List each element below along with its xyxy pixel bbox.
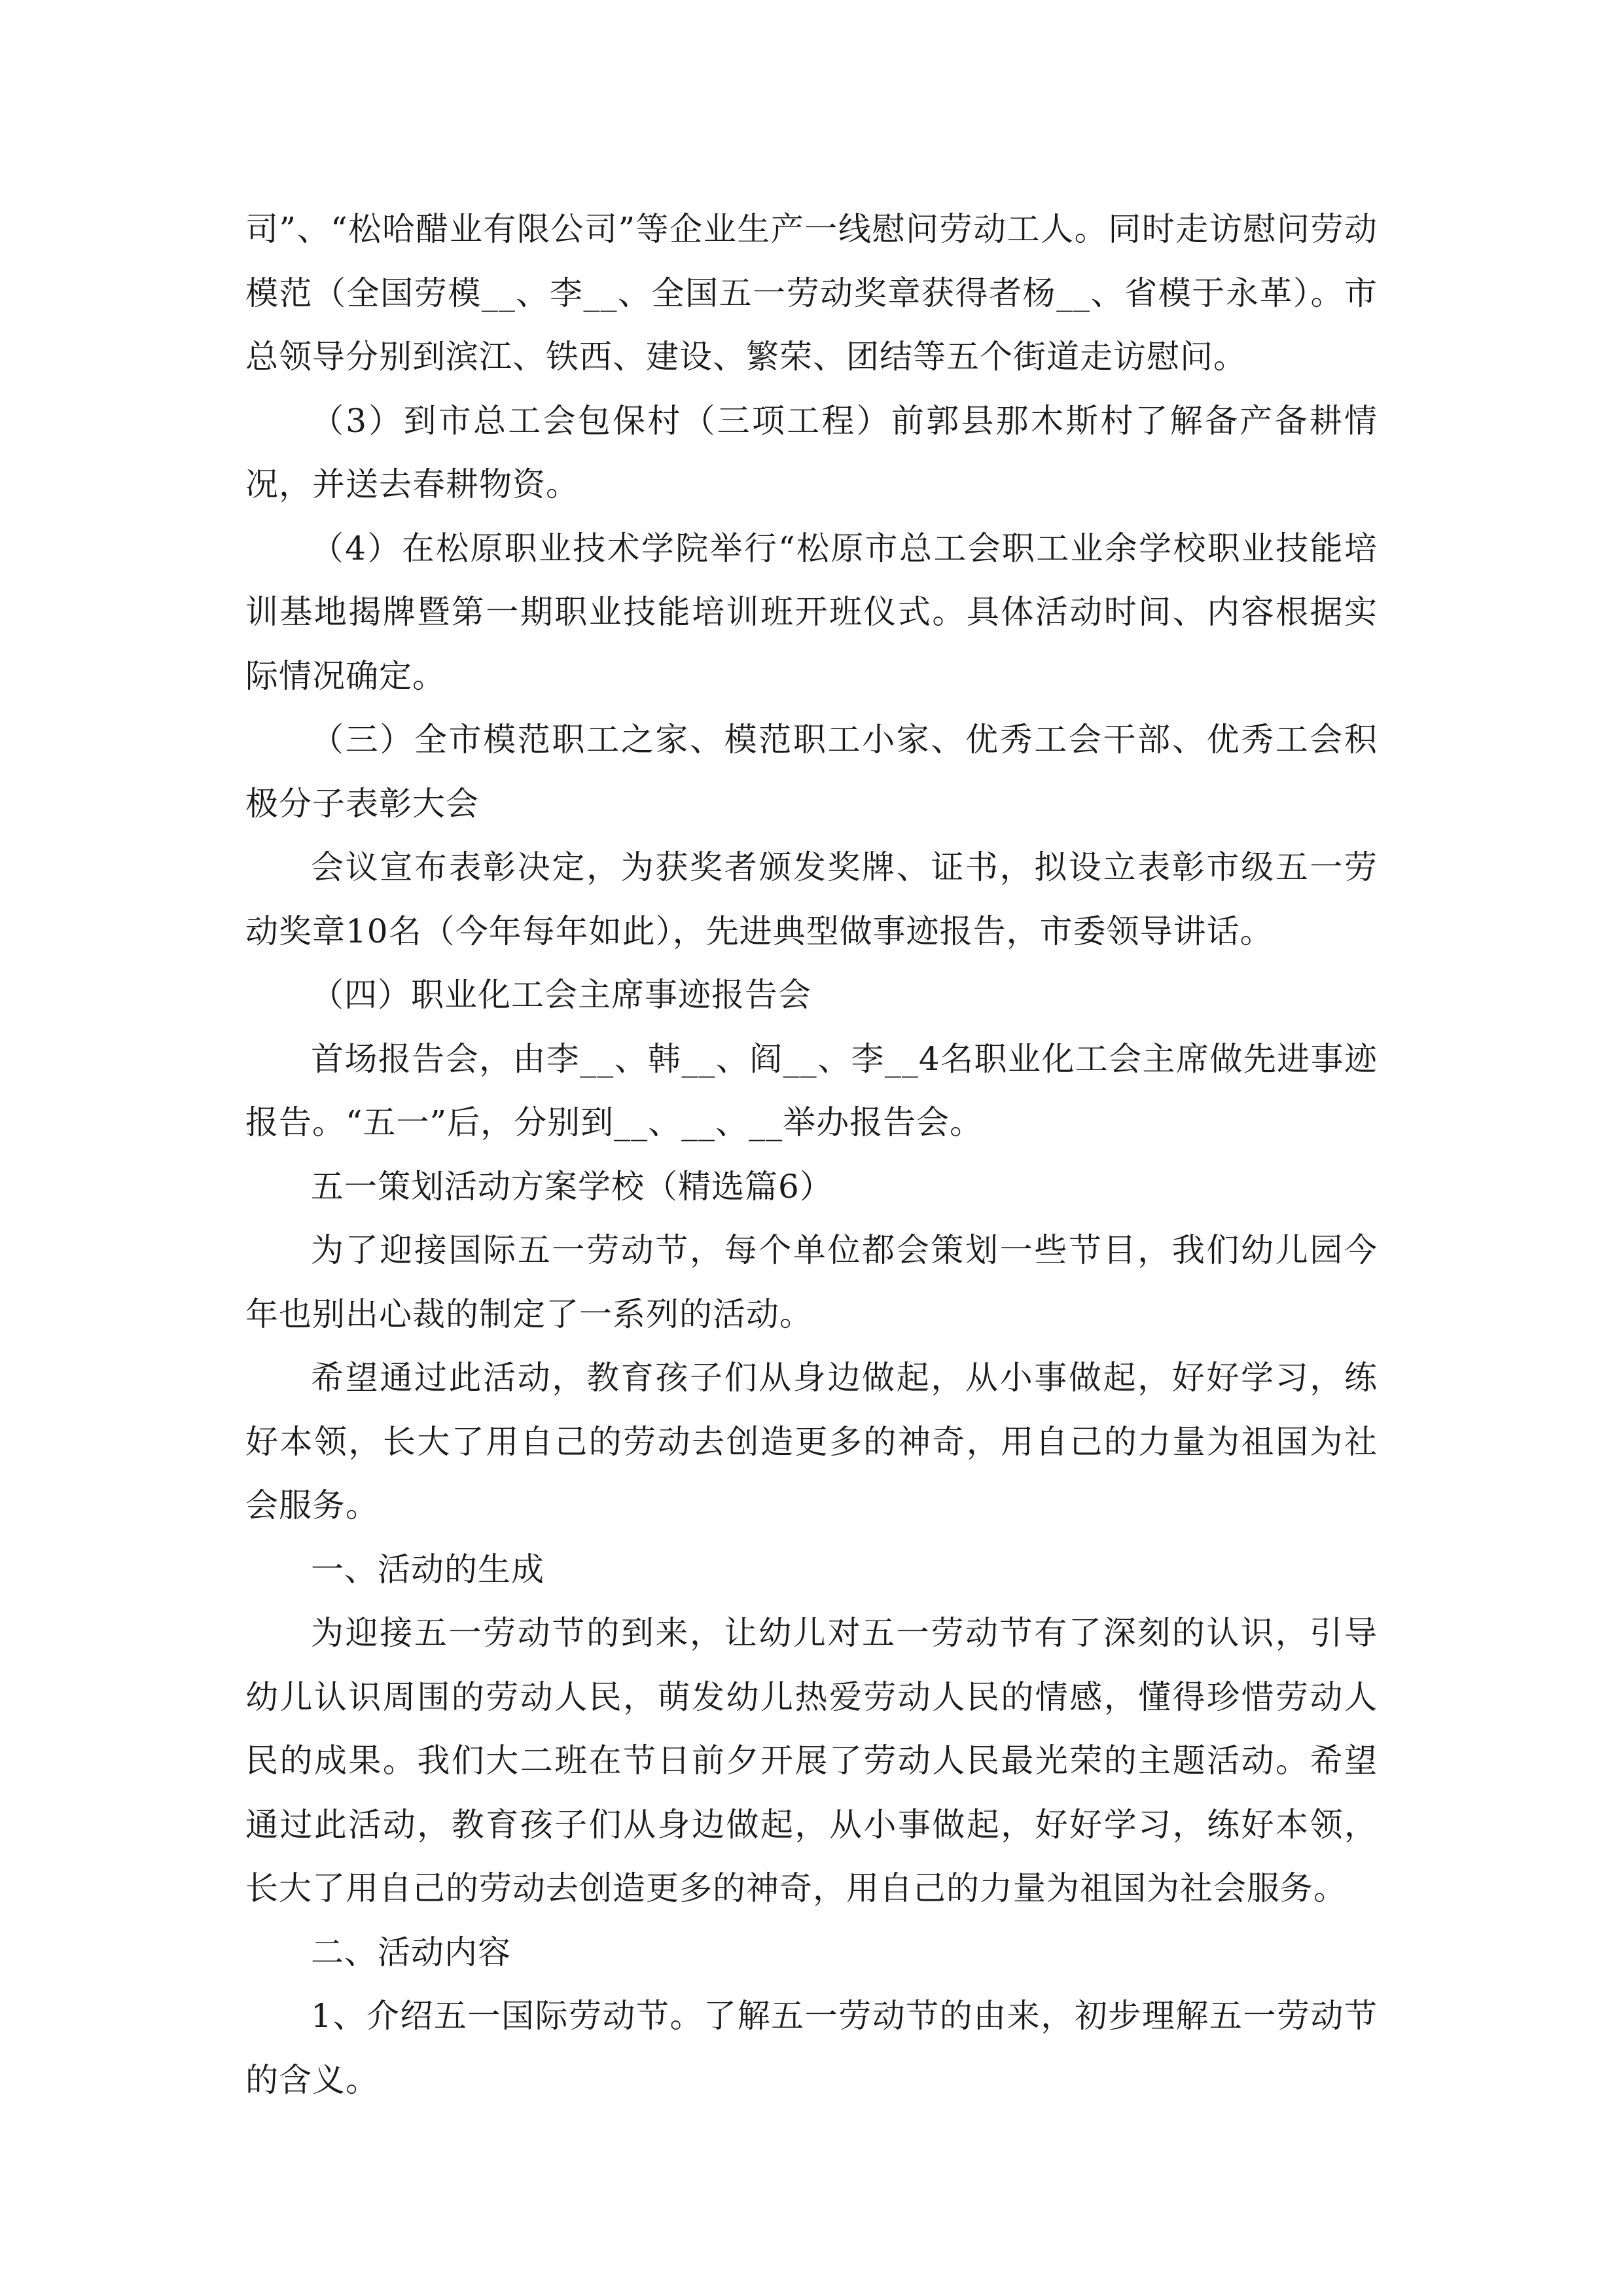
- paragraph-activity-origin: 为迎接五一劳动节的到来，让幼儿对五一劳动节有了深刻的认识，引导幼儿认识周围的劳动人民，萌发幼儿热爱劳动人民的情感，懂得珍惜劳动人民的成果。我们大二班在节日前夕开展了劳动人民最光荣的主题活动。希望通过此活动，教育孩子们从身边做起，从小事做起，好好学习，练好本领，长大了用自己的劳动去创造更多的神奇，用自己的力量为祖国为社会服务。: [245, 1614, 1378, 1907]
- heading-report-meeting: （四）职业化工会主席事迹报告会: [311, 976, 812, 1014]
- heading-activity-origin: 一、活动的生成: [311, 1550, 544, 1588]
- document-page: [245, 198, 1378, 2112]
- heading-commendation-meeting: （三）全市模范职工之家、模范职工小家、优秀工会干部、优秀工会积极分子表彰大会: [245, 721, 1378, 823]
- paragraph-report-details: 首场报告会，由李__、韩__、阎__、李__4名职业化工会主席做先进事迹报告。“五一”后，分别到__、__、__举办报告会。: [245, 1039, 1378, 1141]
- paragraph-activity-item-1: 1、介绍五一国际劳动节。了解五一劳动节的由来，初步理解五一劳动节的含义。: [245, 1997, 1378, 2099]
- paragraph-intro: 为了迎接国际五一劳动节，每个单位都会策划一些节目，我们幼儿园今年也别出心裁的制定了一系列的活动。: [245, 1231, 1378, 1333]
- paragraph-visit-workers: 司”、“松哈醋业有限公司”等企业生产一线慰问劳动工人。同时走访慰问劳动模范（全国劳模__、李__、全国五一劳动奖章获得者杨__、省模于永革）。市总领导分别到滨江、铁西、建设、繁荣、团结等五个街道走访慰问。: [245, 210, 1378, 376]
- heading-activity-content: 二、活动内容: [311, 1933, 511, 1971]
- paragraph-village-visit: （3）到市总工会包保村（三项工程）前郭县那木斯村了解备产备耕情况，并送去春耕物资。: [245, 401, 1378, 503]
- paragraph-hope: 希望通过此活动，教育孩子们从身边做起，从小事做起，好好学习，练好本领，长大了用自己的劳动去创造更多的神奇，用自己的力量为祖国为社会服务。: [245, 1359, 1378, 1524]
- paragraph-commendation-details: 会议宣布表彰决定，为获奖者颁发奖牌、证书，拟设立表彰市级五一劳动奖章10名（今年每年如此），先进典型做事迹报告，市委领导讲话。: [245, 848, 1378, 950]
- heading-plan-6: 五一策划活动方案学校（精选篇6）: [311, 1167, 833, 1206]
- paragraph-training-base: （4）在松原职业技术学院举行“松原市总工会职工业余学校职业技能培训基地揭牌暨第一期职业技能培训班开班仪式。具体活动时间、内容根据实际情况确定。: [245, 529, 1378, 695]
